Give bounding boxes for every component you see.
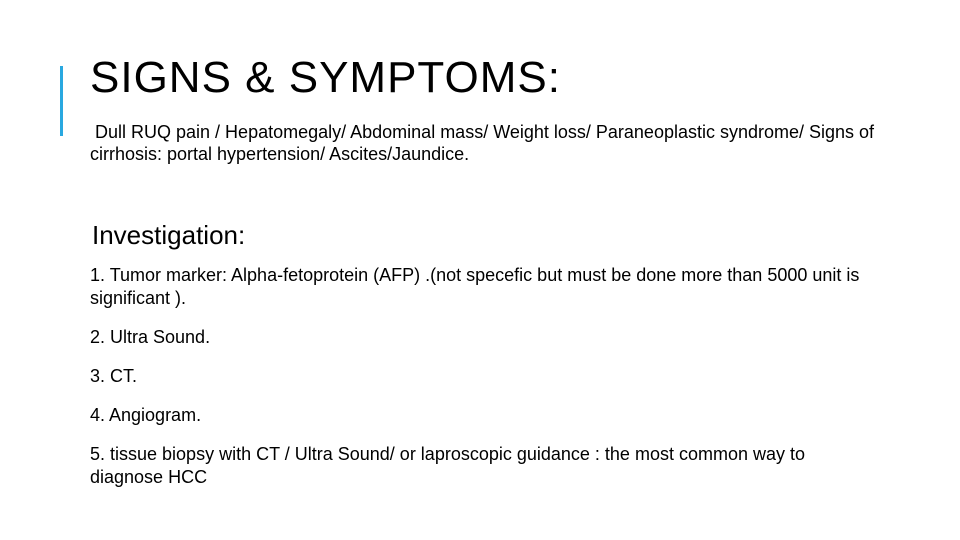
slide-title: SIGNS & SYMPTOMS:	[90, 53, 561, 102]
investigation-item: 2. Ultra Sound.	[90, 327, 211, 347]
investigation-heading: Investigation:	[92, 220, 246, 250]
investigation-item: 3. CT.	[90, 366, 138, 386]
investigation-list	[90, 264, 880, 489]
investigation-item: 4. Angiogram.	[90, 405, 202, 425]
investigation-item: 5. tissue biopsy with CT / Ultra Sound/ or laproscopic guidance : the most common way to diagnose HCC	[90, 444, 805, 487]
investigation-item: 1. Tumor marker: Alpha-fetoprotein (AFP) .(not specefic but must be done more than 5000 unit is significant ).	[90, 265, 860, 308]
symptoms-text: Dull RUQ pain / Hepatomegaly/ Abdominal mass/ Weight loss/ Paraneoplastic syndrome/ Signs of cirrhosis: portal hypertension/ Ascites/Jaundice.	[90, 122, 880, 164]
title-accent-bar	[60, 66, 63, 136]
